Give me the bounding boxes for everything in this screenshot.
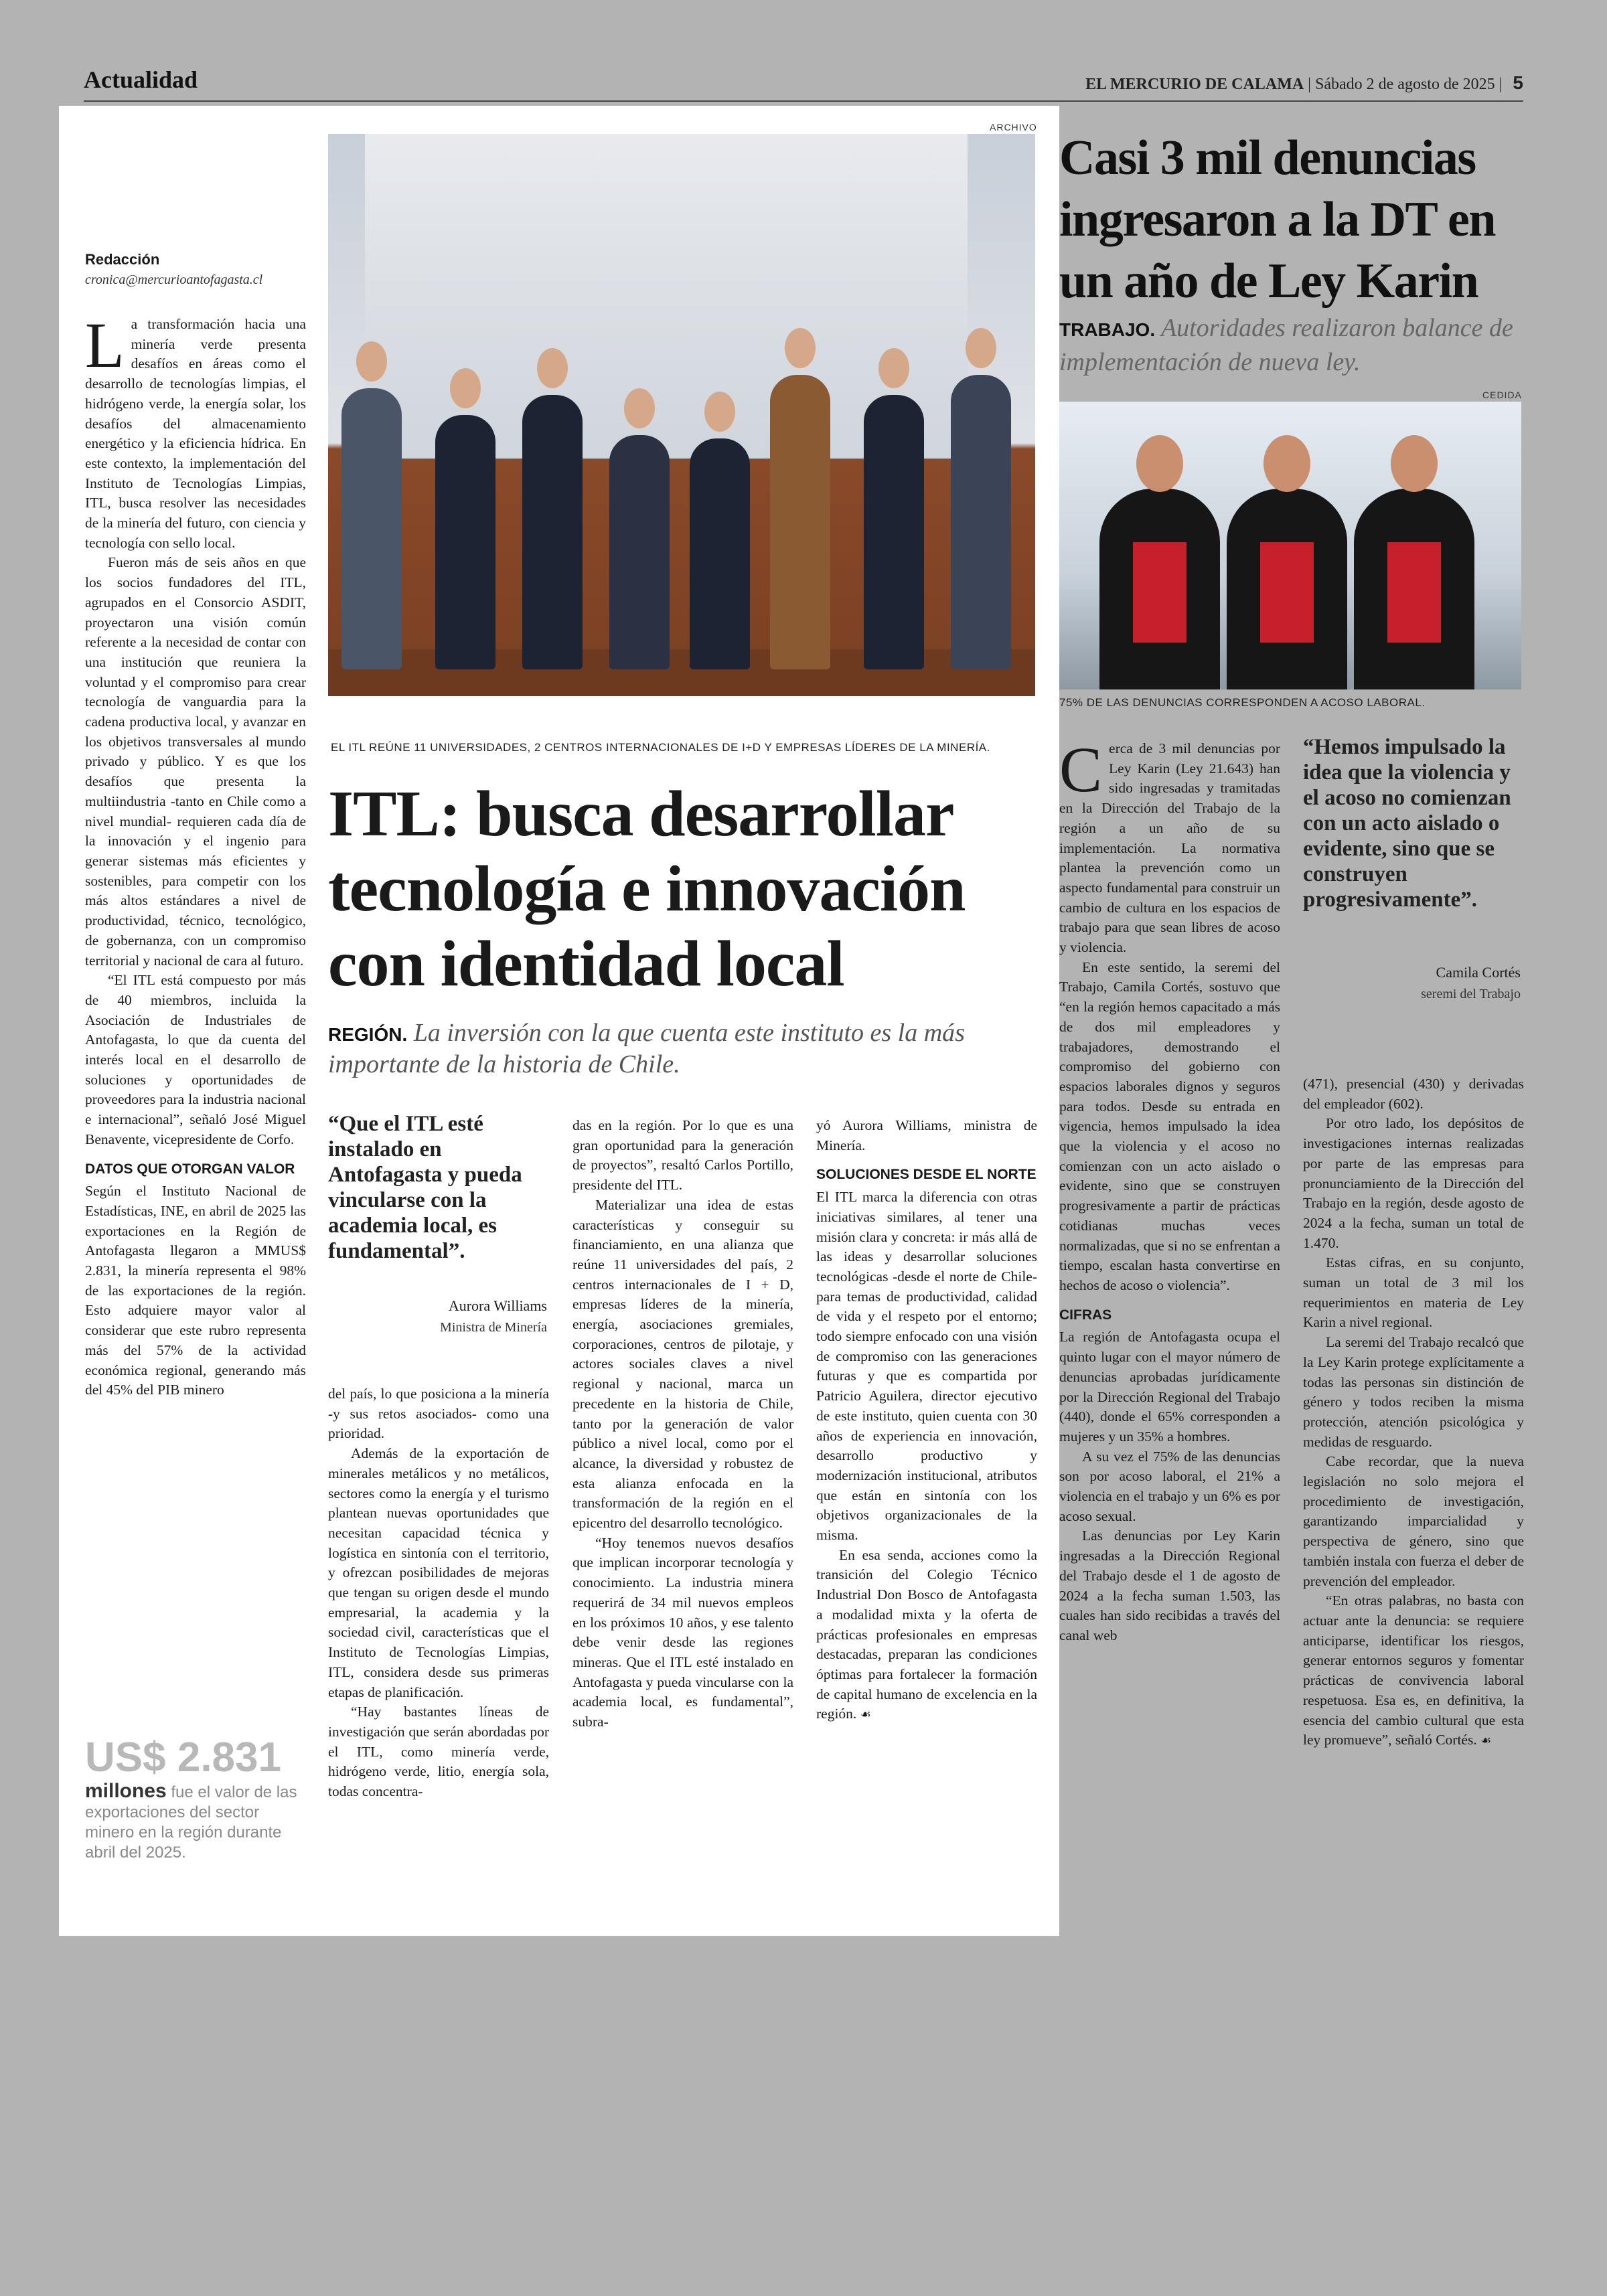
right-article-column-1 (1059, 734, 1280, 1646)
paragraph: “Hay bastantes líneas de investigación que serán abordadas por el ITL, como minería verde, hidrógeno verde, litio, energía sola, todas concentra- (328, 1704, 549, 1800)
paragraph: Estas cifras, en su conjunto, suman un total de 3 mil los requerimientos en materia de Ley Karin a nivel regional. (1303, 1254, 1524, 1331)
paragraph: Cerca de 3 mil denuncias por Ley Karin (Ley 21.643) han sido ingresadas y tramitadas en la Dirección del Trabajo de la región a un año de su implementación. La normativa plantea la prevención como un aspecto fundamental para construir un cambio de cultura en los espacios de trabajo para que sean libres de acoso y violencia. (1059, 734, 1280, 956)
paragraph: del país, lo que posiciona a la minería -y sus retos asociados- como una prioridad. (328, 1386, 549, 1442)
person (864, 395, 924, 669)
paragraph: Por otro lado, los depósitos de investigaciones internas realizadas por parte de las empresas para pronunciamiento de la Dirección del Trabajo en la región, desde agosto de 2024 a la fecha, suman un total de 1.470. (1303, 1115, 1524, 1251)
end-mark-icon: ☙ (1480, 1734, 1492, 1748)
main-photo-caption: EL ITL REÚNE 11 UNIVERSIDADES, 2 CENTROS INTERNACIONALES DE I+D Y EMPRESAS LÍDERES DE LA MINERÍA. (331, 741, 990, 754)
masthead-date: Sábado 2 de agosto de 2025 (1314, 76, 1495, 93)
person (522, 395, 583, 669)
deck-text: La inversión con la que cuenta este instituto es la más importante de la historia de Chile. (328, 1019, 965, 1078)
person (341, 388, 402, 669)
pull-quote-name: Camila Cortés (1436, 964, 1521, 981)
person (1227, 489, 1347, 689)
paragraph: “El ITL está compuesto por más de 40 miembros, incluida la Asociación de Industriales de Antofagasta, lo que da cuenta del interés local en el desarrollo de soluciones y oportunidades de proveedores para la industria nacional e internacional”, señaló José Miguel Benavente, vicepresidente de Corfo. (85, 972, 306, 1147)
paragraph: En este sentido, la seremi del Trabajo, Camila Cortés, sostuvo que “en la región hemos capacitado a más de dos mil empleadores y trabajadores, demostrando el compromiso del gobierno con espacios laborales dignos y seguros para todos. Desde su entrada en vigencia, hemos impulsado la idea que la violencia y el acoso no comienzan con un acto aislado o evidente, sino que se construyen progresivamente a partir de prácticas cotidianas muchas veces normalizadas, que si no se enfrentan a tiempo, escalan hasta convertirse en hechos de acoso o violencia”. (1059, 959, 1280, 1293)
main-deck (328, 1018, 1024, 1079)
paragraph: yó Aurora Williams, ministra de Minería. (816, 1117, 1037, 1153)
pull-quote-name: Aurora Williams (448, 1297, 547, 1314)
paragraph: A su vez el 75% de las denuncias son por acoso laboral, el 21% a violencia en el trabajo y un 6% es por acoso sexual. (1059, 1448, 1280, 1524)
right-deck (1059, 312, 1528, 378)
person (609, 435, 670, 669)
stat-text: fue el valor de las exportaciones del sector minero en la región durante abril del 2025. (85, 1783, 297, 1862)
byline-name: Redacción (85, 251, 160, 268)
main-article-column-1 (85, 309, 306, 1400)
dropcap: L (85, 309, 125, 381)
person (1354, 489, 1474, 689)
pull-quote: “Hemos impulsado la idea que la violencia y el acoso no comienzan con un acto aislado o evidente, sino que se construyen progresivamente”. (1303, 735, 1511, 912)
paragraph: Materializar una idea de estas características y conseguir su financiamiento, en una alianza que reúne 11 universidades del país, 2 centros internacionales de I + D, empresas líderes de la minería, energía, asociaciones gremiales, corporaciones, centros de pilotaje, y actores sociales claves a nivel regional y nacional, marca un precedente en la historia de Chile, tanto por la generación de valor público a nivel local, como por el alcance, la diversidad y robustez de esta alianza enfocada en la transformación de la región en el epicentro del desarrollo tecnológico. (572, 1196, 793, 1532)
right-article-column-2 (1303, 1074, 1524, 1751)
dropcap: C (1059, 734, 1103, 805)
paragraph: Las denuncias por Ley Karin ingresadas a la Dirección Regional del Trabajo desde el 1 de agosto de 2024 a la fecha suman 1.503, las cuales han sido recibidas a través del canal web (1059, 1528, 1280, 1643)
byline-email: cronica@mercurioantofagasta.cl (85, 272, 263, 287)
paragraph: Cabe recordar, que la nueva legislación no solo mejora el procedimiento de investigación, garantizando imparcialidad y perspectiva de género, sino que también instala con fuerza el deber de prevención del empleador. (1303, 1453, 1524, 1589)
page-header (84, 64, 1523, 102)
stage-floor (328, 649, 1035, 696)
photo-credit: ARCHIVO (990, 122, 1037, 133)
subhead: DATOS QUE OTORGAN VALOR (85, 1161, 295, 1177)
masthead-paper: EL MERCURIO DE CALAMA (1085, 76, 1304, 93)
section-label: Actualidad (84, 66, 198, 93)
paragraph: En esa senda, acciones como la transición del Colegio Técnico Industrial Don Bosco de Antofagasta a modalidad mixta y la oferta de prácticas profesionales en empresas destacadas, preparan las condiciones óptimas para fortalecer la formación de capital humano de excelencia en la región. ☙ (816, 1546, 1037, 1722)
person (951, 375, 1011, 669)
paragraph: La transformación hacia una minería verde presenta desafíos en áreas como el desarrollo de tecnologías limpias, el hidrógeno verde, la energía solar, los desafíos del almacenamiento energético y la eficiencia hídrica. En este contexto, la implementación del Instituto de Tecnologías Limpias, ITL, busca resolver las necesidades de la minería del futuro, con ciencia y tecnología con sello local. (85, 309, 306, 551)
paragraph: La región de Antofagasta ocupa el quinto lugar con el mayor número de denuncias aprobadas jurídicamente por la Dirección Regional del Trabajo (440), donde el 65% corresponden a mujeres y un 35% a hombres. (1059, 1329, 1280, 1445)
paragraph: “En otras palabras, no basta con actuar ante la denuncia: se requiere anticiparse, identificar los riesgos, generar entornos seguros y fomentar prácticas de convivencia laboral respetuosa. Esa es, en definitiva, la esencia del cambio cultural que esta ley promueve”, señaló Cortés. ☙ (1303, 1592, 1524, 1748)
paragraph: das en la región. Por lo que es una gran oportunidad para la generación de proyectos”, resaltó Carlos Portillo, presidente del ITL. (572, 1117, 793, 1194)
pull-quote: “Que el ITL esté instalado en Antofagasta y pueda vincularse con la academia local, es fundamental”. (328, 1112, 522, 1263)
person (1099, 489, 1220, 689)
paragraph: La seremi del Trabajo recalcó que la Ley Karin protege explícitamente a todas las personas sin distinción de género y todos reciben la misma protección, atención psicológica y medidas de resguardo. (1303, 1334, 1524, 1450)
end-mark-icon: ☙ (860, 1708, 871, 1722)
paragraph: Además de la exportación de minerales metálicos y no metálicos, sectores como la energía y el turismo plantean nuevas oportunidades que necesitan capacidad técnica y logística en sintonía con el territorio, y ofrezcan posibilidades de mejoras que tengan su origen desde el mundo empresarial, la academia y la sociedad civil, características que el Instituto de Tecnologías Limpias, ITL, considera desde sus primeras etapas de planificación. (328, 1445, 549, 1700)
deck-text: Autoridades realizaron balance de implementación de nueva ley. (1059, 314, 1513, 376)
main-article-column-2 (328, 1384, 549, 1802)
main-article-column-4 (816, 1116, 1037, 1725)
paragraph: (471), presencial (430) y derivadas del empleador (602). (1303, 1076, 1524, 1112)
pull-quote-role: seremi del Trabajo (1421, 987, 1521, 1001)
paragraph: Fueron más de seis años en que los socios fundadores del ITL, agrupados en el Consorcio ASDIT, proyectaron una visión común referente a la necesidad de contar con una institución que reuniera la voluntad y el compromiso para crear tecnología de vanguardia para la cadena productiva local, y avanzar en los objetivos transversales al mundo privado y público. Y es que los desafíos que presenta la multiindustria -tanto en Chile como a nivel mundial- requieren cada día de la innovación y el ingenio para generar sistemas más eficientes y sostenibles, para competir con los más altos estándares a nivel de productividad, técnico, tecnológico, de gobernanza, con un compromiso territorial y nacional de cara al futuro. (85, 554, 306, 969)
stat-unit: millones (85, 1780, 167, 1802)
stat-number: US$ 2.831 (85, 1734, 281, 1781)
person (770, 375, 830, 669)
subhead: SOLUCIONES DESDE EL NORTE (816, 1167, 1037, 1183)
page-number: 5 (1513, 72, 1523, 93)
paragraph: El ITL marca la diferencia con otras iniciativas similares, al tener una misión clara y concreta: ir más allá de las ideas y desarrollar soluciones tecnológicas -desde el norte de Chile- para temas de productividad, calidad de vida y el respeto por el entorno; todo siempre enfocado con una visión de compromiso con las generaciones futuras y que es compartida por Patricio Aguilera, director ejecutivo de este instituto, quien cuenta con 30 años de experiencia en innovación, desarrollo productivo y modernización institucional, atributos que están en sintonía con los objetivos organizacionales de la misma. (816, 1189, 1037, 1544)
masthead: EL MERCURIO DE CALAMA | Sábado 2 de agosto de 2025 | 5 (1085, 72, 1523, 93)
right-headline: Casi 3 mil denuncias ingresaron a la DT en un año de Ley Karin (1059, 131, 1496, 309)
kicker: TRABAJO. (1059, 319, 1156, 340)
right-article-photo (1059, 402, 1521, 689)
photo-credit: CEDIDA (1482, 390, 1522, 400)
kicker: REGIÓN. (328, 1024, 408, 1045)
main-headline: ITL: busca desarrollar tecnología e innovación con identidad local (328, 778, 966, 1000)
byline (85, 251, 306, 288)
stat-callout (85, 1734, 313, 1863)
subhead: CIFRAS (1059, 1307, 1112, 1323)
right-photo-caption: 75% DE LAS DENUNCIAS CORRESPONDEN A ACOSO LABORAL. (1059, 696, 1426, 709)
paragraph: Según el Instituto Nacional de Estadísticas, INE, en abril de 2025 las exportaciones en la Región de Antofagasta llegaron a MMUS$ 2.831, la minería representa el 98% de las exportaciones de la región. Esto adquiere mayor valor al considerar que este rubro representa más del 57% de la actividad económica regional, generando más del 45% del PIB minero (85, 1183, 306, 1398)
pull-quote-role: Ministra de Minería (440, 1320, 547, 1335)
main-article-column-3 (572, 1116, 793, 1732)
paragraph: “Hoy tenemos nuevos desafíos que implican incorporar tecnología y conocimiento. La industria minera requerirá de 34 mil nuevos empleos en los próximos 10 años, y ese talento debe venir desde las regiones mineras. Que el ITL esté instalado en Antofagasta y pueda vincularse con la academia local, es fundamental”, subra- (572, 1534, 793, 1730)
person (435, 415, 495, 669)
person (690, 438, 750, 669)
main-article-photo (328, 134, 1035, 696)
